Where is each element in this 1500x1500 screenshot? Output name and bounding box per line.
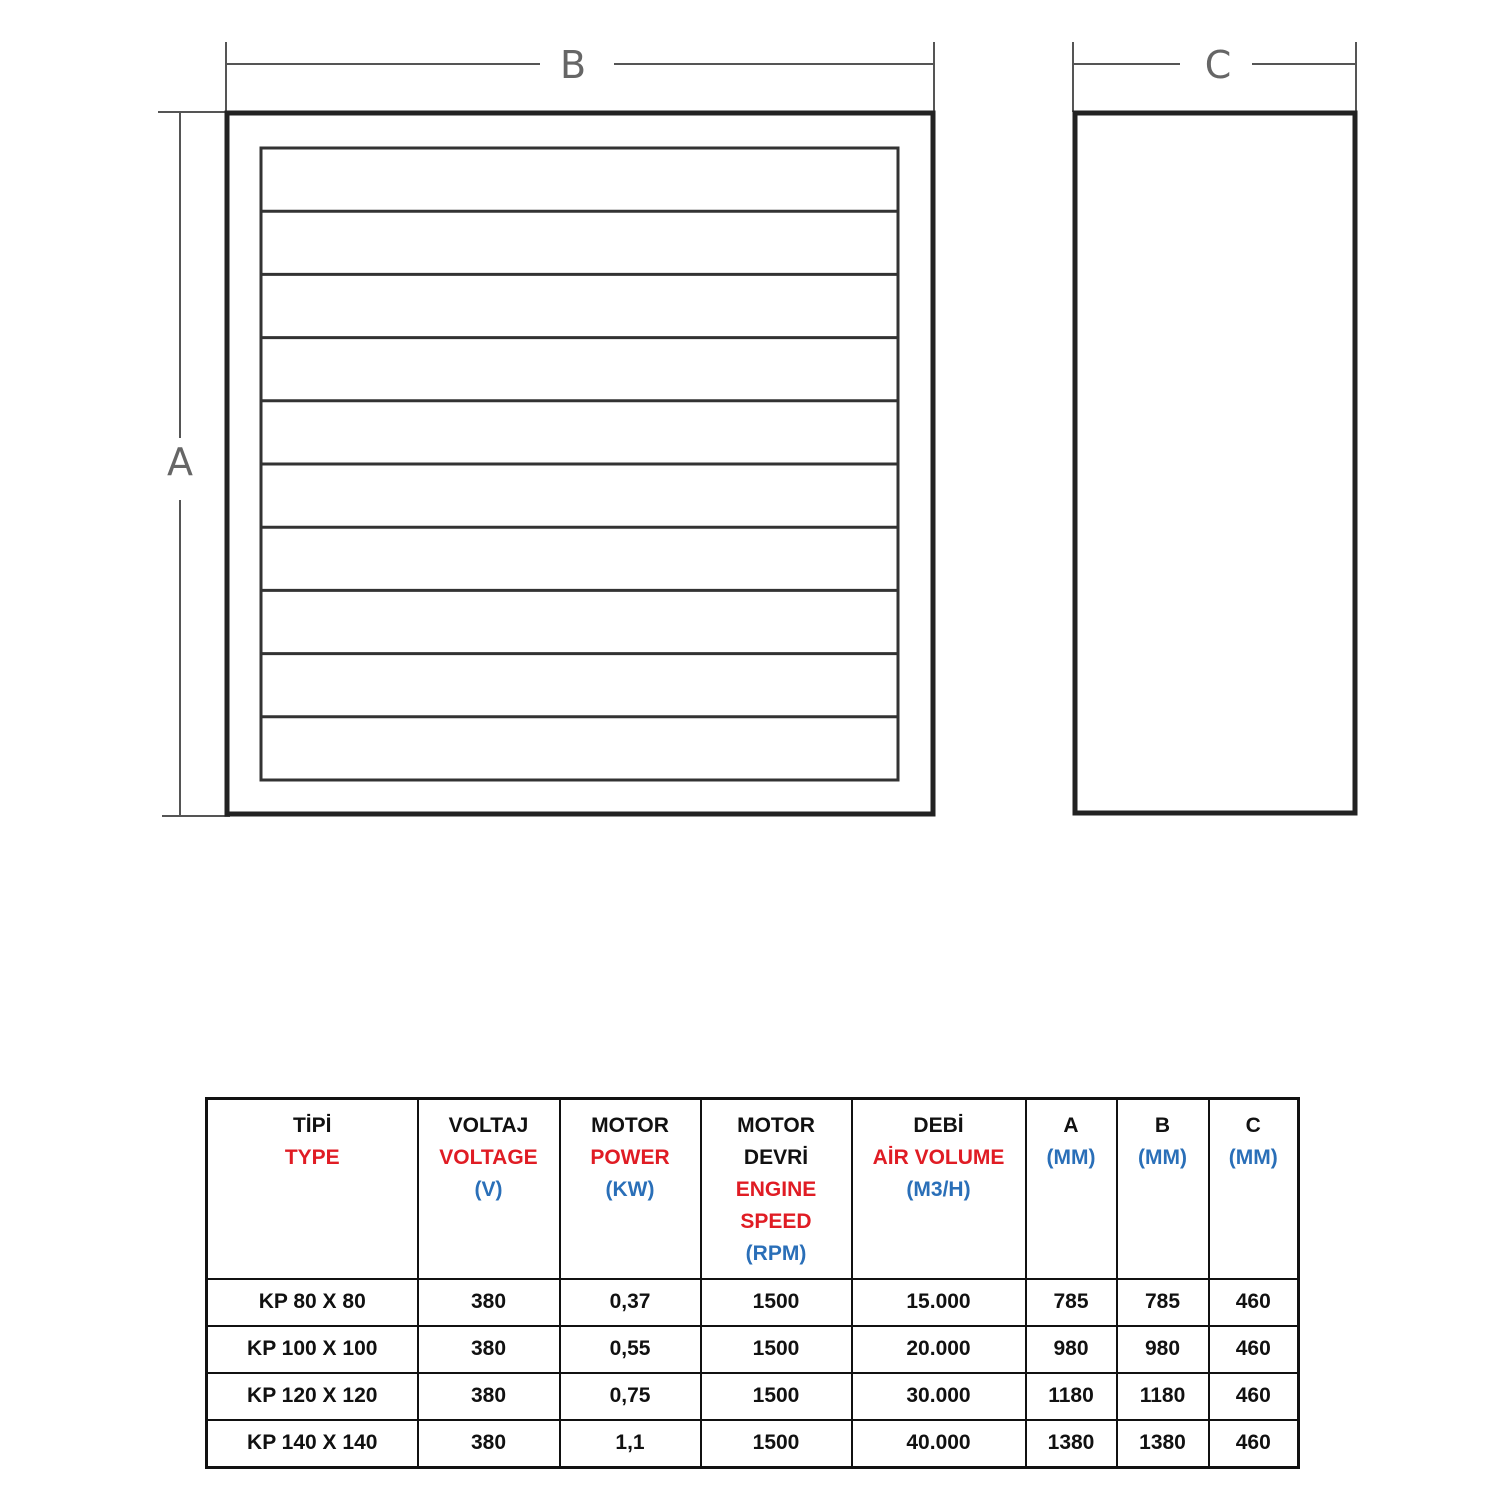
dimension-a-label: A [167,440,193,484]
header-line: DEBİ [913,1114,964,1137]
header-line: (MM) [1228,1146,1278,1169]
table-cell: 460 [1209,1326,1299,1373]
header-line: TİPİ [292,1114,332,1137]
table-cell: 380 [418,1326,560,1373]
side-view-frame [1075,113,1355,813]
table-cell: 0,55 [560,1326,701,1373]
header-line: (MM) [1046,1146,1096,1169]
louver-slats [261,211,898,717]
table-cell: 1,1 [560,1420,701,1468]
dimension-b-label: B [559,43,587,87]
table-cell: 460 [1209,1420,1299,1468]
table-cell: KP 100 X 100 [207,1326,418,1373]
header-line: POWER [590,1146,670,1169]
table-cell: KP 80 X 80 [207,1279,418,1326]
header-line: A [1063,1114,1079,1137]
table-cell: 15.000 [852,1279,1026,1326]
header-line: MOTOR [591,1114,669,1137]
header-line: ENGINE [735,1178,817,1201]
column-header [207,1099,418,1279]
table-row [207,1279,1299,1326]
table-cell: KP 120 X 120 [207,1373,418,1420]
dimension-c-label: C [1204,43,1232,87]
table-cell: 1500 [701,1420,852,1468]
column-header [418,1099,560,1279]
header-line: VOLTAJ [448,1114,529,1137]
header-line: (RPM) [745,1242,807,1265]
table-cell: 1380 [1026,1420,1117,1468]
table-cell: KP 140 X 140 [207,1420,418,1468]
column-header [852,1099,1026,1279]
header-line: TYPE [284,1146,340,1169]
table-cell: 785 [1026,1279,1117,1326]
table-cell: 1180 [1026,1373,1117,1420]
column-header [1117,1099,1209,1279]
header-line: VOLTAGE [439,1146,538,1169]
header-line: (MM) [1138,1146,1187,1169]
header-line: B [1154,1114,1171,1137]
header-line: (KW) [605,1178,655,1201]
header-line: DEVRİ [743,1146,809,1169]
table-cell: 1500 [701,1279,852,1326]
table-cell: 40.000 [852,1420,1026,1468]
column-header [1026,1099,1117,1279]
table-row [207,1326,1299,1373]
table-cell: 1180 [1117,1373,1209,1420]
table-cell: 380 [418,1373,560,1420]
table-cell: 380 [418,1279,560,1326]
table-header-row [207,1099,1299,1279]
table-cell: 0,37 [560,1279,701,1326]
table-cell: 380 [418,1420,560,1468]
header-line: SPEED [740,1210,812,1233]
table-cell: 980 [1117,1326,1209,1373]
table-cell: 460 [1209,1279,1299,1326]
column-header [560,1099,701,1279]
header-line: AİR VOLUME [872,1146,1005,1169]
specifications-table [205,1097,1300,1469]
column-header [1209,1099,1299,1279]
table-cell: 1500 [701,1326,852,1373]
table-cell: 30.000 [852,1373,1026,1420]
column-header [701,1099,852,1279]
table-row [207,1420,1299,1468]
table-cell: 1380 [1117,1420,1209,1468]
table-cell: 785 [1117,1279,1209,1326]
table-cell: 980 [1026,1326,1117,1373]
table-cell: 460 [1209,1373,1299,1420]
header-line: (M3/H) [906,1178,971,1201]
header-line: C [1245,1114,1261,1137]
table-cell: 0,75 [560,1373,701,1420]
table-row [207,1373,1299,1420]
table-cell: 20.000 [852,1326,1026,1373]
header-line: MOTOR [737,1114,815,1137]
header-line: (V) [474,1178,503,1201]
table-cell: 1500 [701,1373,852,1420]
